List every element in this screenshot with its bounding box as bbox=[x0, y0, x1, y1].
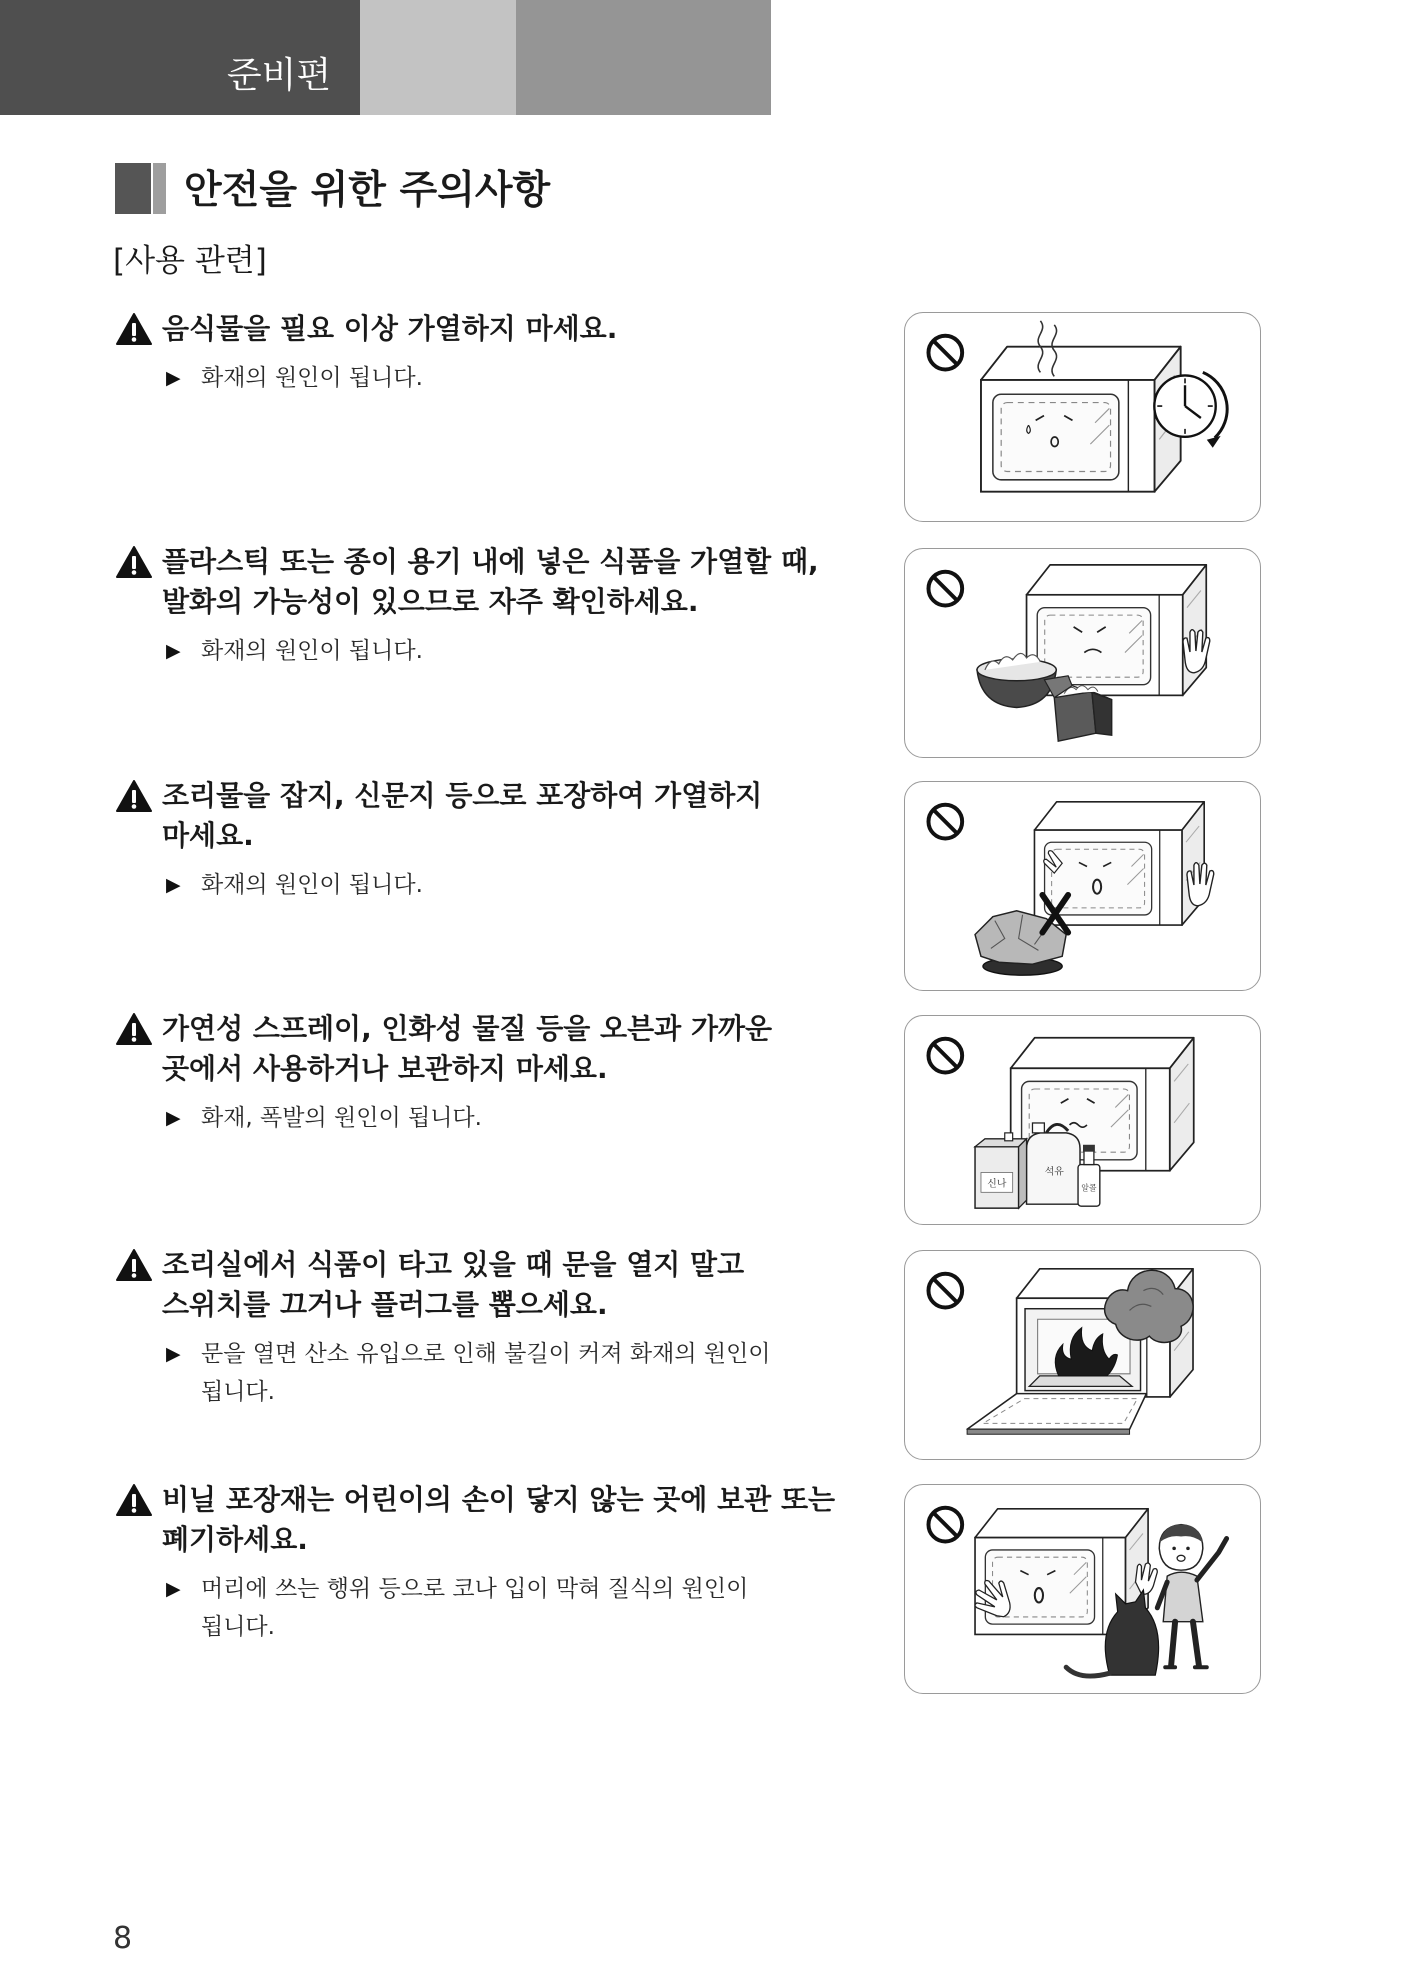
warning-icon bbox=[115, 1483, 153, 1517]
caution-heading-line: 발화의 가능성이 있으므로 자주 확인하세요. bbox=[162, 585, 699, 618]
illustration-canvas bbox=[905, 1251, 1260, 1459]
prohibited-icon bbox=[928, 572, 962, 606]
page-title: 안전을 위한 주의사항 bbox=[184, 168, 551, 213]
prohibited-icon bbox=[928, 805, 962, 839]
caution-heading bbox=[162, 1009, 885, 1089]
open-oven-door bbox=[967, 1394, 1146, 1435]
caution-detail-line: 화재의 원인이 됩니다. bbox=[201, 872, 423, 898]
caution-heading-line: 조리물을 잡지, 신문지 등으로 포장하여 가열하지 bbox=[162, 779, 763, 812]
caution-item bbox=[115, 1009, 885, 1137]
kerosene-jug bbox=[1027, 1123, 1080, 1204]
illustration-plastic-paper-container bbox=[904, 548, 1261, 758]
caution-heading-line: 비닐 포장재는 어린이의 손이 닿지 않는 곳에 보관 또는 bbox=[162, 1483, 836, 1516]
caution-heading-line: 가연성 스프레이, 인화성 물질 등을 오븐과 가까운 bbox=[162, 1012, 773, 1045]
caution-heading-line: 조리실에서 식품이 타고 있을 때 문을 열지 말고 bbox=[162, 1248, 745, 1281]
warning-icon bbox=[115, 1012, 153, 1046]
illustration-fire-inside bbox=[904, 1250, 1261, 1460]
caution-detail bbox=[115, 632, 885, 670]
caution-detail bbox=[115, 1099, 885, 1137]
caution-heading bbox=[162, 542, 885, 622]
caution-heading-line: 스위치를 끄거나 플러그를 뽑으세요. bbox=[162, 1288, 608, 1321]
subsection-heading: [사용 관련] bbox=[113, 243, 267, 279]
illustration-canvas bbox=[905, 782, 1260, 990]
warning-icon bbox=[115, 545, 153, 579]
bullet-arrow-icon: ▶ bbox=[166, 640, 181, 662]
prohibited-icon bbox=[928, 1039, 962, 1073]
illustration-child-safety bbox=[904, 1484, 1261, 1694]
caution-heading bbox=[162, 776, 885, 856]
caution-item bbox=[115, 1245, 885, 1411]
caution-heading-line: 음식물을 필요 이상 가열하지 마세요. bbox=[162, 312, 618, 345]
alcohol-label: 알콜 bbox=[1081, 1183, 1097, 1193]
bullet-arrow-icon: ▶ bbox=[166, 1343, 181, 1365]
caution-detail-line: 됩니다. bbox=[201, 1614, 275, 1640]
title-marker-icon-accent bbox=[153, 163, 166, 214]
page-number: 8 bbox=[113, 1921, 133, 1956]
child-figure bbox=[1157, 1524, 1226, 1667]
caution-heading bbox=[162, 1245, 885, 1325]
caution-detail bbox=[115, 1570, 885, 1646]
caution-item bbox=[115, 1480, 885, 1646]
caution-heading-line: 마세요. bbox=[162, 819, 254, 852]
cooking-tray bbox=[1029, 1376, 1132, 1386]
bullet-arrow-icon: ▶ bbox=[166, 1107, 181, 1129]
microwave-oven bbox=[981, 347, 1181, 492]
illustration-canvas bbox=[905, 1016, 1260, 1224]
bullet-arrow-icon: ▶ bbox=[166, 367, 181, 389]
caution-detail-line: 화재의 원인이 됩니다. bbox=[201, 365, 423, 391]
warning-icon bbox=[115, 1248, 153, 1282]
caution-detail bbox=[115, 866, 885, 904]
caution-detail-line: 문을 열면 산소 유입으로 인해 불길이 커져 화재의 원인이 bbox=[201, 1341, 771, 1367]
caution-detail-line: 화재의 원인이 됩니다. bbox=[201, 638, 423, 664]
prohibited-icon bbox=[928, 336, 962, 370]
thinner-label: 신나 bbox=[987, 1178, 1007, 1190]
header-tab-mid bbox=[516, 0, 771, 115]
prohibited-icon bbox=[928, 1508, 962, 1542]
header-tab-light bbox=[360, 0, 516, 115]
caution-heading bbox=[162, 309, 885, 349]
caution-detail bbox=[115, 1335, 885, 1411]
illustration-canvas bbox=[905, 549, 1260, 757]
caution-detail-line: 됩니다. bbox=[201, 1379, 275, 1405]
illustration-canvas bbox=[905, 1485, 1260, 1693]
caution-heading-line: 곳에서 사용하거나 보관하지 마세요. bbox=[162, 1052, 608, 1085]
caution-item bbox=[115, 309, 885, 397]
bullet-arrow-icon: ▶ bbox=[166, 874, 181, 896]
prohibited-icon bbox=[928, 1274, 962, 1308]
illustration-canvas bbox=[905, 313, 1260, 521]
thinner-can bbox=[975, 1133, 1027, 1208]
warning-icon bbox=[115, 312, 153, 346]
illustration-paper-wrapping bbox=[904, 781, 1261, 991]
caution-heading-line: 폐기하세요. bbox=[162, 1523, 308, 1556]
caution-detail-line: 머리에 쓰는 행위 등으로 코나 입이 막혀 질식의 원인이 bbox=[201, 1576, 749, 1602]
caution-detail bbox=[115, 359, 885, 397]
caution-item bbox=[115, 542, 885, 670]
title-marker-icon bbox=[115, 163, 151, 214]
hand-icon bbox=[1135, 1563, 1157, 1594]
caution-heading bbox=[162, 1480, 885, 1560]
section-tab-label: 준비편 bbox=[226, 55, 332, 96]
illustration-overheating bbox=[904, 312, 1261, 522]
caution-detail-line: 화재, 폭발의 원인이 됩니다. bbox=[201, 1105, 482, 1131]
bullet-arrow-icon: ▶ bbox=[166, 1578, 181, 1600]
illustration-flammable-materials bbox=[904, 1015, 1261, 1225]
kerosene-label: 석유 bbox=[1044, 1166, 1064, 1178]
caution-item bbox=[115, 776, 885, 904]
caution-heading-line: 플라스틱 또는 종이 용기 내에 넣은 식품을 가열할 때, bbox=[162, 545, 819, 578]
warning-icon bbox=[115, 779, 153, 813]
